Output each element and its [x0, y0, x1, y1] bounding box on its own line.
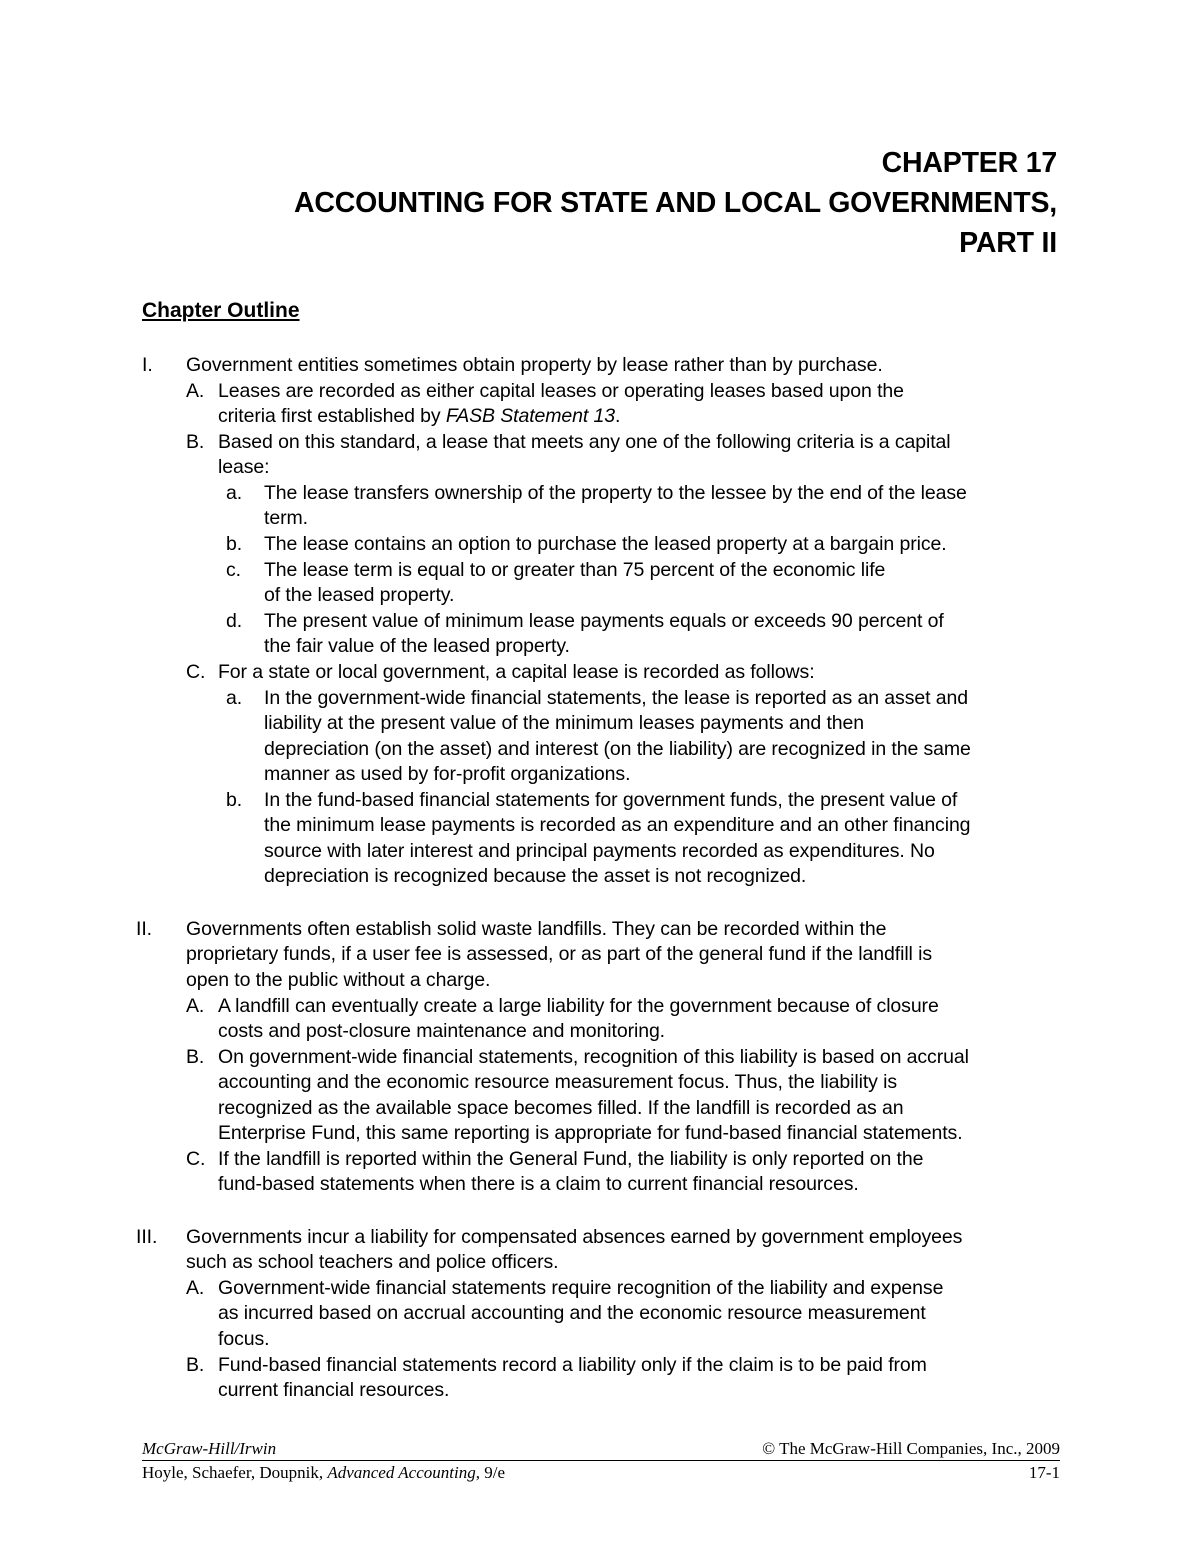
item-text: as incurred based on accrual accounting and the economic resource measurement: [218, 1302, 926, 1324]
book-title: Advanced Accounting: [327, 1463, 476, 1482]
subitem-label: a.: [226, 482, 243, 504]
subitem-text: term.: [264, 507, 308, 529]
item-text: criteria first established by FASB Statement 13.: [218, 405, 621, 427]
item-label: B.: [186, 1046, 205, 1068]
footer-publisher: McGraw-Hill/Irwin: [142, 1439, 277, 1458]
section-text: Governments often establish solid waste landfills. They can be recorded within the: [186, 918, 887, 940]
item-text: lease:: [218, 456, 270, 478]
item-label: C.: [186, 661, 206, 683]
item-text: Enterprise Fund, this same reporting is appropriate for fund-based financial statements.: [218, 1122, 963, 1144]
item-text: fund-based statements when there is a claim to current financial resources.: [218, 1173, 859, 1195]
chapter-number: CHAPTER 17: [881, 147, 1057, 179]
subitem-label: b.: [226, 533, 243, 555]
subitem-text: depreciation is recognized because the asset is not recognized.: [264, 865, 807, 887]
item-text: current financial resources.: [218, 1379, 450, 1401]
item-text: Government-wide financial statements require recognition of the liability and expense: [218, 1277, 944, 1299]
item-label: C.: [186, 1148, 206, 1170]
subitem-label: a.: [226, 687, 243, 709]
item-text: On government-wide financial statements, recognition of this liability is based on accrual: [218, 1046, 969, 1068]
item-label: B.: [186, 431, 205, 453]
subitem-text: liability at the present value of the minimum leases payments and then: [264, 712, 864, 734]
item-text: recognized as the available space becomes filled. If the landfill is recorded as an: [218, 1097, 904, 1119]
item-label: B.: [186, 1354, 205, 1376]
section-text: Governments incur a liability for compensated absences earned by government employees: [186, 1226, 963, 1248]
item-text: For a state or local government, a capital lease is recorded as follows:: [218, 661, 815, 683]
item-text: Based on this standard, a lease that meets any one of the following criteria is a capital: [218, 431, 951, 453]
subitem-text: of the leased property.: [264, 584, 455, 606]
section-number: I.: [142, 354, 153, 376]
subitem-text: the minimum lease payments is recorded as an expenditure and an other financing: [264, 814, 971, 836]
section-number: II.: [136, 918, 152, 940]
page-number: 17-1: [1028, 1463, 1060, 1482]
subitem-text: source with later interest and principal payments recorded as expenditures. No: [264, 840, 935, 862]
subitem-text: The lease term is equal to or greater than 75 percent of the economic life: [264, 559, 886, 581]
subitem-text: In the fund-based financial statements for government funds, the present value of: [264, 789, 958, 811]
item-label: A.: [186, 380, 205, 402]
item-text: Fund-based financial statements record a liability only if the claim is to be paid from: [218, 1354, 927, 1376]
section-text: open to the public without a charge.: [186, 969, 491, 991]
item-text: accounting and the economic resource measurement focus. Thus, the liability is: [218, 1071, 898, 1093]
subitem-text: The lease transfers ownership of the property to the lessee by the end of the lease: [264, 482, 967, 504]
section-text: proprietary funds, if a user fee is assessed, or as part of the general fund if the landfill is: [186, 943, 932, 965]
subitem-text: The present value of minimum lease payments equals or exceeds 90 percent of: [264, 610, 944, 632]
chapter-title-line-1: ACCOUNTING FOR STATE AND LOCAL GOVERNMENTS,: [293, 187, 1057, 219]
section-text: Government entities sometimes obtain property by lease rather than by purchase.: [186, 354, 883, 376]
item-text: Leases are recorded as either capital leases or operating leases based upon the: [218, 380, 904, 402]
chapter-title-line-2: PART II: [959, 227, 1057, 259]
subitem-label: c.: [226, 559, 241, 581]
subitem-text: manner as used by for-profit organizations.: [264, 763, 631, 785]
item-text: A landfill can eventually create a large liability for the government because of closure: [218, 995, 939, 1017]
item-text: If the landfill is reported within the General Fund, the liability is only reported on the: [218, 1148, 924, 1170]
item-label: A.: [186, 1277, 205, 1299]
section-number: III.: [136, 1226, 158, 1248]
statement-reference: FASB Statement 13: [445, 405, 616, 427]
chapter-heading: [294, 143, 1057, 263]
subitem-text: the fair value of the leased property.: [264, 635, 570, 657]
footer-citation: Hoyle, Schaefer, Doupnik, Advanced Accounting, 9/e: [142, 1463, 505, 1482]
subitem-text: In the government-wide financial statements, the lease is reported as an asset and: [264, 687, 968, 709]
item-text: focus.: [218, 1328, 270, 1350]
outline-title: Chapter Outline: [142, 299, 300, 322]
subitem-text: depreciation (on the asset) and interest (on the liability) are recognized in the same: [264, 738, 971, 760]
item-text: costs and post-closure maintenance and monitoring.: [218, 1020, 666, 1042]
section-text: such as school teachers and police officers.: [186, 1251, 559, 1273]
item-label: A.: [186, 995, 205, 1017]
subitem-text: The lease contains an option to purchase the leased property at a bargain price.: [264, 533, 947, 555]
footer-copyright: © The McGraw-Hill Companies, Inc., 2009: [762, 1439, 1060, 1458]
subitem-label: d.: [226, 610, 243, 632]
subitem-label: b.: [226, 789, 243, 811]
footer-divider: [142, 1460, 1060, 1461]
